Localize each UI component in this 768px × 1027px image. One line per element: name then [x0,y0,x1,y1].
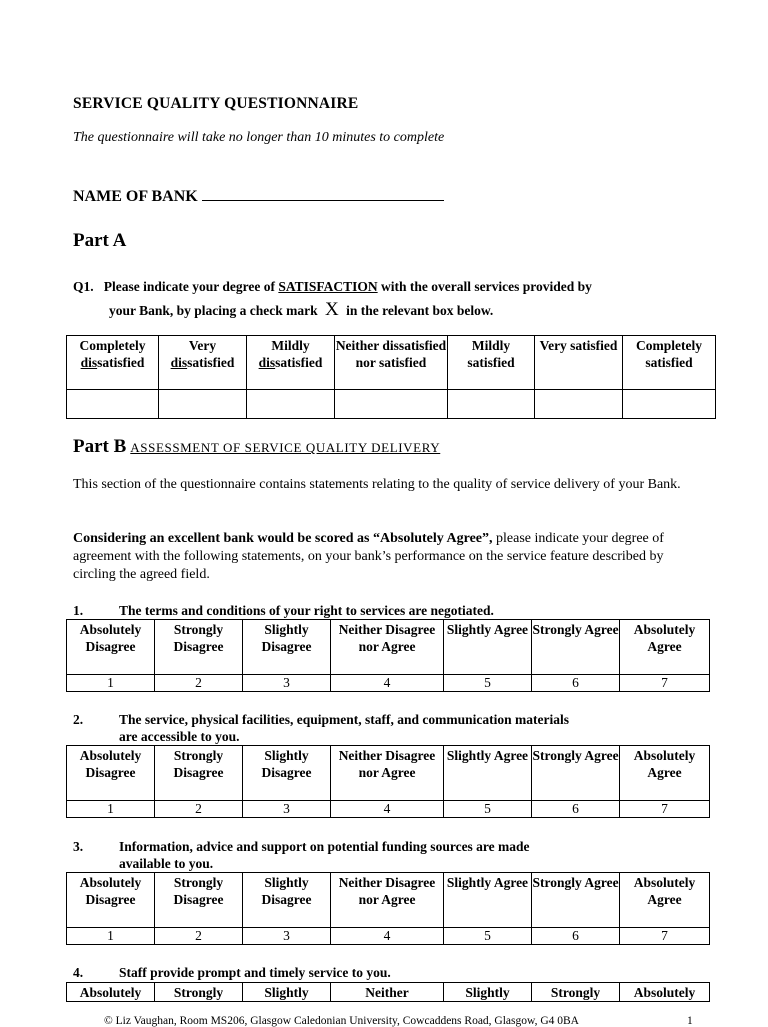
satisfaction-answer-box[interactable] [159,390,247,419]
question-text: Information, advice and support on potential funding sources are made [119,839,530,854]
question-text: The service, physical facilities, equipment, staff, and communication materials [119,712,569,727]
scale-option[interactable]: 2 [155,928,243,945]
satisfaction-header-cell: Very dissatisfied [159,336,247,390]
satisfaction-answer-box[interactable] [448,390,535,419]
scale-option[interactable]: 2 [155,801,243,818]
scale-option[interactable]: 5 [444,928,532,945]
part-a-heading: Part A [73,230,127,251]
part-b-subtitle: ASSESSMENT OF SERVICE QUALITY DELIVERY [130,440,441,455]
agreement-scale-table-2 [66,745,710,818]
scale-label-cell: Slightly [444,983,532,1002]
scale-label-cell: Neither Disagree nor Agree [331,873,444,928]
question-4 [73,964,733,981]
agreement-scale-table-4 [66,982,710,1002]
scale-label-cell: Neither [331,983,444,1002]
scale-option[interactable]: 6 [532,928,620,945]
scale-option[interactable]: 6 [532,675,620,692]
q1-question [73,275,713,322]
scale-label-cell: Absolutely Disagree [67,620,155,675]
scale-label-cell: Neither Disagree nor Agree [331,620,444,675]
scale-label-cell: Slightly Disagree [243,873,331,928]
question-number: 4. [73,965,84,980]
scale-option[interactable]: 6 [532,801,620,818]
scale-header-row [67,873,710,928]
scale-label-cell: Absolutely [620,983,710,1002]
scale-label-cell: Slightly Agree [444,746,532,801]
question-number: 1. [73,603,84,618]
q1-emphasis: SATISFACTION [278,279,378,294]
q1-line2 [73,298,713,322]
scale-number-row [67,928,710,945]
scale-header-row [67,983,710,1002]
scale-label-cell: Absolutely Disagree [67,873,155,928]
scale-option[interactable]: 7 [620,928,710,945]
q1-line2-a: your Bank, by placing a check mark [109,303,322,318]
scale-label-cell: Strongly [155,983,243,1002]
scale-label-cell: Slightly Disagree [243,746,331,801]
scale-option[interactable]: 5 [444,801,532,818]
satisfaction-table [66,335,716,419]
page-footer: © Liz Vaughan, Room MS206, Glasgow Caledonian University, Cowcaddens Road, Glasgow, G4 0BA [104,1015,579,1027]
scale-option[interactable]: 3 [243,801,331,818]
scale-number-row [67,675,710,692]
instructions-rest: please indicate your degree of agreement with the following statements, on your bank’s performance on the service feature described by circling the agreed field. [73,531,664,582]
bank-name-blank-line[interactable] [202,186,444,201]
agreement-scale-table-3 [66,872,710,945]
bank-name-label: NAME OF BANK [73,188,198,205]
satisfaction-header-cell: Mildly dissatisfied [247,336,335,390]
scale-option[interactable]: 7 [620,801,710,818]
satisfaction-header-cell: Completely dissatisfied [67,336,159,390]
question-text-continued: available to you. [119,856,214,871]
question-number: 2. [73,712,84,727]
satisfaction-header-row [67,336,716,390]
part-b-instructions [73,530,703,584]
scale-label-cell: Slightly [243,983,331,1002]
satisfaction-answer-box[interactable] [67,390,159,419]
scale-label-cell: Strongly Agree [532,873,620,928]
document-subtitle: The questionnaire will take no longer than 10 minutes to complete [73,130,445,145]
question-number: 3. [73,839,84,854]
document-title: SERVICE QUALITY QUESTIONNAIRE [73,95,359,112]
part-b-label: Part B [73,436,127,457]
satisfaction-answer-box[interactable] [535,390,623,419]
q1-text-b: with the overall services provided by [377,279,592,294]
scale-label-cell: Strongly Disagree [155,620,243,675]
scale-label-cell: Slightly Agree [444,873,532,928]
scale-label-cell: Slightly Agree [444,620,532,675]
scale-label-cell: Absolutely [67,983,155,1002]
scale-label-cell: Strongly Agree [532,620,620,675]
scale-label-cell: Strongly [532,983,620,1002]
scale-option[interactable]: 7 [620,675,710,692]
scale-label-cell: Slightly Disagree [243,620,331,675]
scale-option[interactable]: 4 [331,928,444,945]
instructions-bold: Considering an excellent bank would be scored as “Absolutely Agree”, [73,531,493,546]
question-2 [73,711,733,745]
scale-header-row [67,620,710,675]
part-b-intro: This section of the questionnaire contains statements relating to the quality of service delivery of your Bank. [73,477,681,492]
scale-option[interactable]: 4 [331,801,444,818]
satisfaction-header-cell: Completely satisfied [623,336,716,390]
scale-option[interactable]: 5 [444,675,532,692]
scale-label-cell: Strongly Agree [532,746,620,801]
scale-option[interactable]: 4 [331,675,444,692]
satisfaction-header-cell: Neither dissatisfied nor satisfied [335,336,448,390]
q1-line2-b: in the relevant box below. [342,303,494,318]
scale-option[interactable]: 1 [67,801,155,818]
part-b-heading [73,436,440,458]
scale-option[interactable]: 1 [67,928,155,945]
scale-label-cell: Absolutely Disagree [67,746,155,801]
scale-label-cell: Absolutely Agree [620,746,710,801]
question-3 [73,838,733,872]
scale-header-row [67,746,710,801]
scale-label-cell: Absolutely Agree [620,620,710,675]
bank-name-field [73,186,444,206]
scale-number-row [67,801,710,818]
scale-option[interactable]: 2 [155,675,243,692]
question-text: Staff provide prompt and timely service to you. [119,965,391,980]
q1-number: Q1. [73,279,94,294]
scale-label-cell: Strongly Disagree [155,746,243,801]
question-text-continued: are accessible to you. [119,729,240,744]
scale-label-cell: Absolutely Agree [620,873,710,928]
satisfaction-answer-box[interactable] [247,390,335,419]
satisfaction-header-cell: Mildly satisfied [448,336,535,390]
satisfaction-header-cell: Very satisfied [535,336,623,390]
satisfaction-answer-row [67,390,716,419]
scale-option[interactable]: 3 [243,928,331,945]
scale-option[interactable]: 3 [243,675,331,692]
question-text: The terms and conditions of your right to services are negotiated. [119,603,494,618]
page-number: 1 [687,1015,693,1027]
scale-label-cell: Strongly Disagree [155,873,243,928]
q1-text-a: Please indicate your degree of [103,279,279,294]
scale-option[interactable]: 1 [67,675,155,692]
satisfaction-answer-box[interactable] [335,390,448,419]
agreement-scale-table-1 [66,619,710,692]
q1-check-mark-symbol: X [325,299,339,320]
question-1 [73,602,733,619]
scale-label-cell: Neither Disagree nor Agree [331,746,444,801]
satisfaction-answer-box[interactable] [623,390,716,419]
